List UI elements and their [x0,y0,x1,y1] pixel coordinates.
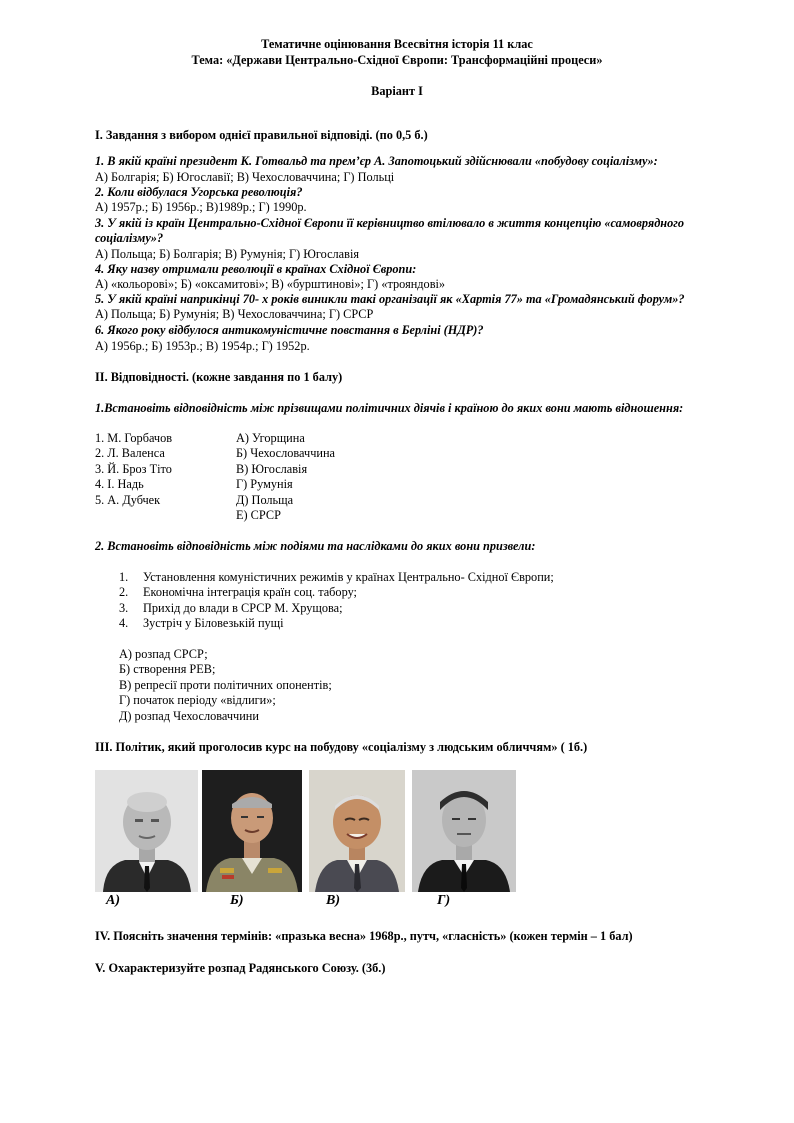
match-right-item: Г) Румунія [236,477,293,491]
portrait-photo-b [202,770,302,892]
event-item: 2. Економічна інтеграція країн соц. табору; [119,585,357,599]
answers-6: А) 1956р.; Б) 1953р.; В) 1954р.; Г) 1952р. [95,339,310,353]
match-right-item: А) Угорщина [236,431,305,445]
task1-instruction: 1.Встановіть відповідність між прізвищами політичних діячів і країною до яких вони мають відношення: [95,401,684,415]
result-item: В) репресії проти політичних опонентів; [119,678,332,692]
portrait-photo-d [412,770,516,892]
photo-caption-d: Г) [437,893,451,908]
question-2: 2. Коли відбулася Угорська революція? [95,185,303,199]
result-item: Д) розпад Чехословаччини [119,709,259,723]
question-3: 3. У якій із країн Центрально-Східної Європи її керівництво втілювало в життя концепцію «самоврядного [95,216,684,230]
event-item: 4. Зустріч у Біловезькій пущі [119,616,284,630]
match-right-item: Д) Польща [236,493,294,507]
photo-caption-c: В) [326,893,340,908]
photo-caption-b: Б) [230,893,244,908]
portrait-photo-a [95,770,198,892]
result-item: А) розпад СРСР; [119,647,208,661]
section5-heading: V. Охарактеризуйте розпад Радянського Союзу. (3б.) [95,961,386,975]
question-5: 5. У якій країні наприкінці 70- х років виникли такі організації як «Хартія 77» та «Громадянський форум»? [95,292,685,306]
match-left-item: 3. Й. Броз Тіто [95,462,172,476]
section3-heading: ІІІ. Політик, який проголосив курс на побудову «соціалізму з людським обличчям» ( 1б.) [95,740,588,754]
event-item: 1. Установлення комуністичних режимів у країнах Центрально- Східної Європи; [119,570,554,584]
document-title: Тематичне оцінювання Всесвітня історія 11 клас [261,37,533,51]
variant-label: Варіант І [371,84,423,98]
event-item: 3. Прихід до влади в СРСР М. Хрущова; [119,601,343,615]
answers-1: А) Болгарія; Б) Югославії; В) Чехословаччина; Г) Польці [95,170,395,184]
question-4: 4. Яку назву отримали революції в країнах Східної Європи: [95,262,417,276]
task2-instruction: 2. Встановіть відповідність між подіями та наслідками до яких вони призвели: [95,539,536,553]
match-left-item: 1. М. Горбачов [95,431,173,445]
result-item: Г) початок періоду «відлиги»; [119,693,276,707]
document-topic: Тема: «Держави Центрально-Східної Європи: Трансформаційні процеси» [191,53,603,67]
photo-caption-a: А) [106,893,120,908]
match-right-item: Б) Чехословаччина [236,446,335,460]
match-right-item: В) Югославія [236,462,308,476]
match-right-item: Е) СРСР [236,508,281,522]
match-left-item: 4. І. Надь [95,477,144,491]
match-left-item: 2. Л. Валенса [95,446,165,460]
answers-3: А) Польща; Б) Болгарія; В) Румунія; Г) Югославія [95,247,360,261]
question-1: 1. В якій країні президент К. Готвальд та прем’єр А. Запотоцький здійснювали «побудову соціалізму»: [95,154,658,168]
answers-5: А) Польща; Б) Румунія; В) Чехословаччина; Г) СРСР [95,307,374,321]
question-3-cont: соціалізму»? [95,231,164,245]
result-item: Б) створення РЕВ; [119,662,216,676]
portrait-photo-c [309,770,405,892]
section2-heading: ІІ. Відповідності. (кожне завдання по 1 балу) [95,370,343,384]
question-6: 6. Якого року відбулося антикомуністичне повстання в Берліні (НДР)? [95,323,484,337]
answers-2: А) 1957р.; Б) 1956р.; В)1989р.; Г) 1990р. [95,200,307,214]
section4-heading: ІV. Поясніть значення термінів: «празька весна» 1968р., путч, «гласність» (кожен термін – 1 бал) [95,929,633,943]
match-left-item: 5. А. Дубчек [95,493,161,507]
section1-heading: І. Завдання з вибором однієї правильної відповіді. (по 0,5 б.) [95,128,428,142]
answers-4: А) «кольорові»; Б) «оксамитові»; В) «бурштинові»; Г) «трояндові» [95,277,446,291]
